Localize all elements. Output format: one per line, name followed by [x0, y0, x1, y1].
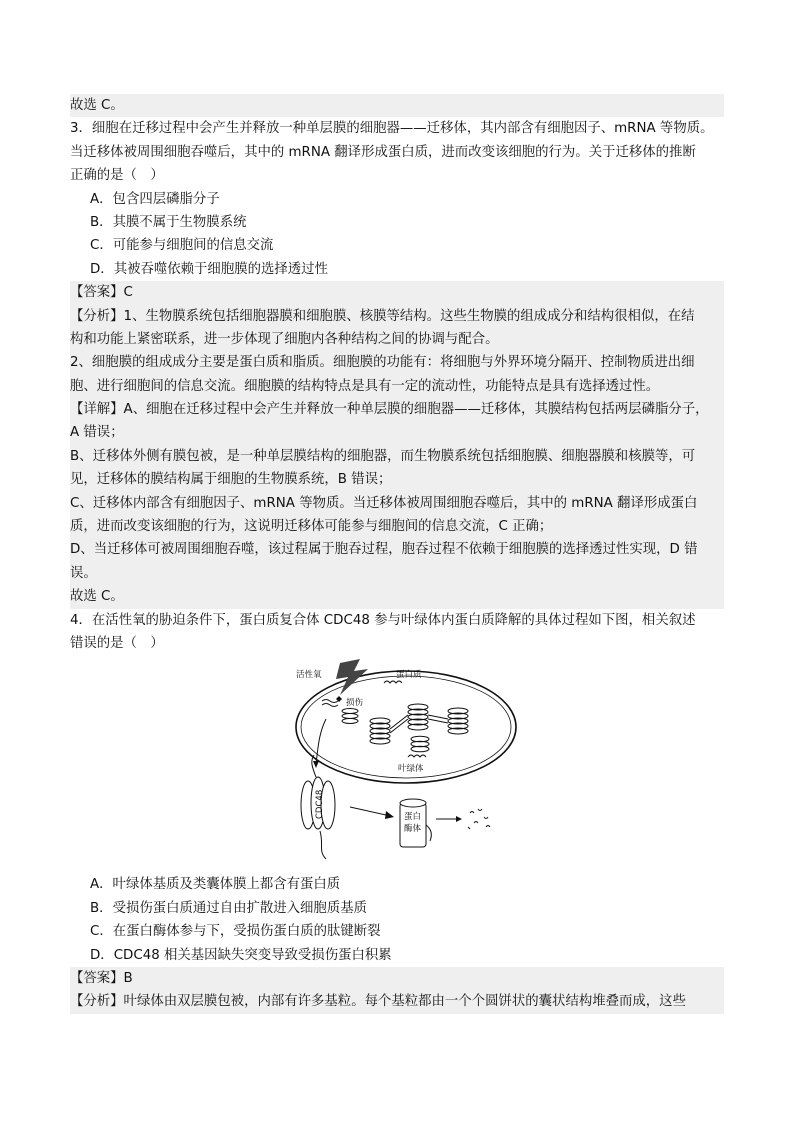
grana-stack-right: [448, 708, 468, 734]
label-proteasome-1: 蛋白: [404, 812, 422, 823]
text-block-top: [70, 94, 724, 655]
label-ros: 活性氧: [296, 670, 322, 681]
degrade-arrow-head: [456, 816, 462, 822]
text-line: 【详解】A、细胞在迁移过程中会产生并释放一种单层膜的细胞器——迁移体，其膜结构包括两层磷脂分子，: [70, 398, 724, 421]
label-protein: 蛋白质: [396, 670, 422, 681]
peptide-fragments-icon: [468, 809, 490, 829]
label-chloroplast: 叶绿体: [398, 764, 424, 775]
text-line: 构和功能上紧密联系，进一步体现了细胞内各种结构之间的协调与配合。: [70, 328, 724, 351]
grana-stack-mid1: [370, 718, 390, 744]
text-line: 【答案】C: [70, 281, 724, 304]
grana-stack-low: [411, 737, 429, 753]
chloroplast-figure: [70, 655, 724, 873]
chloroplast-inner-membrane: [301, 676, 511, 778]
label-damage: 损伤: [346, 698, 364, 709]
process-arrow-head: [385, 811, 394, 819]
process-arrow: [350, 807, 386, 815]
option-line: C．在蛋白酶体参与下，受损伤蛋白质的肽键断裂: [90, 924, 381, 940]
export-arrow-head: [313, 761, 319, 768]
text-line: 【答案】B: [70, 967, 724, 990]
text-line: 错误的是（ ）: [70, 635, 164, 651]
option-line: D．其被吞噬依赖于细胞膜的选择透过性: [90, 261, 328, 277]
damaged-protein-icon: [322, 700, 338, 707]
option-line: A．包含四层磷脂分子: [90, 191, 220, 207]
text-line: 2、细胞膜的组成成分主要是蛋白质和脂质。细胞膜的功能有：将细胞与外界环境分隔开、控制物质进出细: [70, 351, 724, 374]
proteasome-thread: [426, 825, 431, 841]
text-block-bottom: [70, 873, 724, 1013]
text-line: 4．在活性氧的胁迫条件下，蛋白质复合体 CDC48 参与叶绿体内蛋白质降解的具体过程如下图，相关叙述: [70, 612, 696, 628]
option-line: B．其膜不属于生物膜系统: [90, 214, 247, 230]
text-line: B、迁移体外侧有膜包被，是一种单层膜结构的细胞器，而生物膜系统包括细胞膜、细胞器膜和核膜等，可: [70, 445, 724, 468]
protein-coil-icon-2: [408, 755, 426, 757]
grana-stack-mid2: [408, 704, 428, 730]
option-line: C．可能参与细胞间的信息交流: [90, 238, 274, 254]
substrate-tail: [320, 831, 326, 859]
text-line: 【分析】1、生物膜系统包括细胞器膜和细胞膜、核膜等结构。这些生物膜的组成成分和结构很相似，在结: [70, 305, 724, 328]
lightning-icon: [336, 659, 368, 695]
document-content: [70, 94, 724, 1014]
text-line: A 错误；: [70, 421, 724, 444]
option-line: D．CDC48 相关基因缺失突变导致受损伤蛋白积累: [90, 947, 392, 963]
damage-marker-icon: [336, 696, 342, 702]
label-proteasome-2: 酶体: [404, 824, 422, 835]
text-line: 正确的是（ ）: [70, 168, 164, 184]
protein-coil-icon: [384, 681, 402, 683]
option-line: A．叶绿体基质及类囊体膜上都含有蛋白质: [90, 877, 341, 893]
text-line: 当迁移体被周围细胞吞噬后，其中的 mRNA 翻译形成蛋白质，进而改变该细胞的行为。关于迁移体的推断: [70, 144, 696, 160]
text-line: 误。: [70, 562, 724, 585]
text-line: 【分析】叶绿体由双层膜包被，内部有许多基粒。每个基粒都由一个个圆饼状的囊状结构堆叠而成，这些: [70, 990, 724, 1013]
text-line: 质，进而改变该细胞的行为，这说明迁移体可能参与细胞间的信息交流，C 正确；: [70, 515, 724, 538]
text-line: C、迁移体内部含有细胞因子、mRNA 等物质。当迁移体被周围细胞吞噬后，其中的 mRNA 翻译形成蛋白: [70, 492, 724, 515]
proteasome: [400, 799, 426, 847]
export-arrow: [316, 719, 326, 763]
label-cdc48: CDC48: [315, 790, 325, 820]
cdc48-diagram: [288, 655, 518, 865]
option-line: B．受损伤蛋白质通过自由扩散进入细胞质基质: [90, 900, 367, 916]
grana-stack-left: [342, 709, 358, 724]
text-line: 故选 C。: [70, 94, 724, 117]
text-line: 3．细胞在迁移过程中会产生并释放一种单层膜的细胞器——迁移体，其内部含有细胞因子、mRNA 等物质。: [70, 121, 714, 137]
text-line: 故选 C。: [70, 585, 724, 608]
text-line: 见，迁移体的膜结构属于细胞的生物膜系统，B 错误；: [70, 468, 724, 491]
text-line: 胞、进行细胞间的信息交流。细胞膜的结构特点是具有一定的流动性，功能特点是具有选择透过性。: [70, 375, 724, 398]
text-line: D、当迁移体可被周围细胞吞噬，该过程属于胞吞过程，胞吞过程不依赖于细胞膜的选择透过性实现，D 错: [70, 538, 724, 561]
